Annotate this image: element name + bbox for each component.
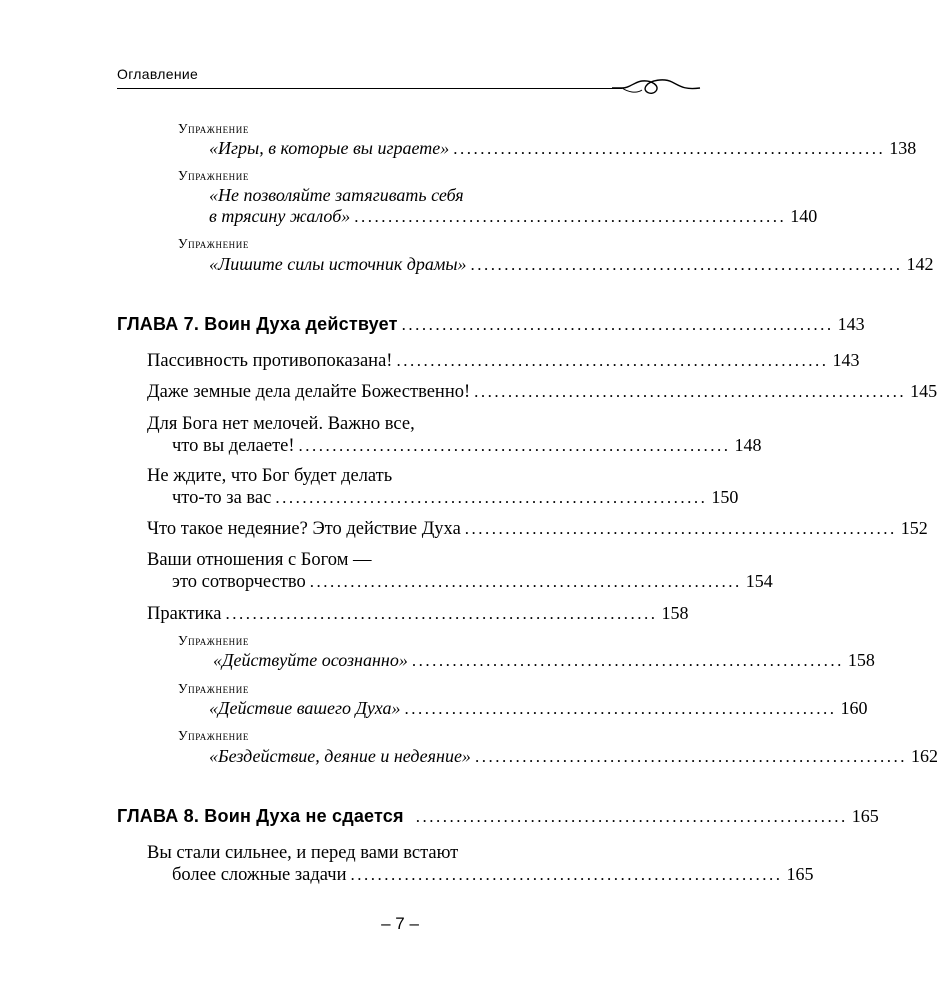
entry-title-line: «Не позволяйте затягивать себя xyxy=(209,185,464,205)
flourish-ornament-icon xyxy=(612,72,702,98)
dot-leader: ................................................................ xyxy=(464,519,897,538)
exercise-label: Упражнение xyxy=(178,121,249,136)
toc-entry-section[interactable] xyxy=(0,381,938,403)
toc-entry-exercise[interactable] xyxy=(0,206,818,227)
toc-entry-exercise[interactable] xyxy=(0,138,917,159)
entry-title: «Игры, в которые вы играете» xyxy=(209,138,450,158)
page-number: 154 xyxy=(745,571,773,591)
dot-leader: ................................................................ xyxy=(401,315,834,334)
dot-leader: ................................................................ xyxy=(275,488,708,507)
entry-title: Даже земные дела делайте Божественно! xyxy=(147,382,471,402)
toc-entry-section[interactable] xyxy=(0,350,860,372)
toc-entry-chapter[interactable] xyxy=(0,314,865,335)
page-number: 152 xyxy=(900,518,928,538)
page-number: 148 xyxy=(734,435,762,455)
toc-entry-section[interactable] xyxy=(0,603,689,625)
entry-title: «Лишите силы источник драмы» xyxy=(209,254,467,274)
page-number: 165 xyxy=(851,806,879,826)
toc-entry-section[interactable] xyxy=(0,571,773,593)
entry-title: «Действие вашего Духа» xyxy=(209,698,401,718)
dot-leader: ................................................................ xyxy=(309,572,742,591)
dot-leader: ................................................................ xyxy=(354,207,787,226)
toc-entry-exercise[interactable] xyxy=(0,650,875,671)
dot-leader: ................................................................ xyxy=(225,604,658,623)
toc-entry-section[interactable] xyxy=(0,435,762,457)
chapter-title: ГЛАВА 8. Воин Духа не сдается xyxy=(117,806,404,826)
entry-title-line: Для Бога нет мелочей. Важно все, xyxy=(147,414,415,434)
toc-entry-section[interactable] xyxy=(0,487,739,509)
dot-leader: ................................................................ xyxy=(415,807,848,826)
exercise-label: Упражнение xyxy=(178,633,249,648)
toc-entry-section[interactable] xyxy=(0,518,928,540)
toc-entry-exercise[interactable] xyxy=(0,698,868,719)
entry-title: что вы делаете! xyxy=(172,436,295,456)
entry-title: «Действуйте осознанно» xyxy=(213,650,408,670)
entry-title: более сложные задачи xyxy=(172,865,347,885)
entry-title: Практика xyxy=(147,604,222,624)
dot-leader: ................................................................ xyxy=(396,351,829,370)
dot-leader: ................................................................ xyxy=(350,865,783,884)
toc-entry-section[interactable] xyxy=(0,864,814,886)
dot-leader: ................................................................ xyxy=(404,699,837,718)
dot-leader: ................................................................ xyxy=(470,255,903,274)
exercise-label: Упражнение xyxy=(178,236,249,251)
page-number: 165 xyxy=(786,864,814,884)
toc-entry-chapter[interactable] xyxy=(0,806,879,827)
page-number: 162 xyxy=(910,746,938,766)
page-number-footer: – 7 – xyxy=(381,914,419,933)
entry-title-line: Вы стали сильнее, и перед вами встают xyxy=(147,843,459,863)
page-number: 158 xyxy=(847,650,875,670)
entry-title: это сотворчество xyxy=(172,572,306,592)
header-rule xyxy=(117,88,622,89)
dot-leader: ................................................................ xyxy=(453,139,886,158)
page-number: 150 xyxy=(711,487,739,507)
page-number: 145 xyxy=(910,381,938,401)
chapter-title: ГЛАВА 7. Воин Духа действует xyxy=(117,314,398,334)
toc-entry-exercise[interactable] xyxy=(0,254,934,275)
toc-entry-exercise[interactable] xyxy=(0,746,938,767)
page-number: 143 xyxy=(832,350,860,370)
exercise-label: Упражнение xyxy=(178,168,249,183)
page-number: 140 xyxy=(790,206,818,226)
page-number: 142 xyxy=(906,254,934,274)
entry-title-line: Ваши отношения с Богом — xyxy=(147,550,372,570)
entry-title: в трясину жалоб» xyxy=(209,206,351,226)
page-number: 160 xyxy=(840,698,868,718)
running-header: Оглавление xyxy=(117,66,199,82)
page-number: 143 xyxy=(837,314,865,334)
entry-title-line: Не ждите, что Бог будет делать xyxy=(147,466,393,486)
dot-leader: ................................................................ xyxy=(298,436,731,455)
entry-title: что-то за вас xyxy=(172,488,272,508)
entry-title: Что такое недеяние? Это действие Духа xyxy=(147,519,461,539)
dot-leader: ................................................................ xyxy=(474,382,907,401)
entry-title: «Бездействие, деяние и недеяние» xyxy=(209,746,471,766)
page-number: 158 xyxy=(661,603,689,623)
dot-leader: ................................................................ xyxy=(411,651,844,670)
page-number: 138 xyxy=(889,138,917,158)
dot-leader: ................................................................ xyxy=(474,747,907,766)
exercise-label: Упражнение xyxy=(178,681,249,696)
entry-title: Пассивность противопоказана! xyxy=(147,351,393,371)
exercise-label: Упражнение xyxy=(178,728,249,743)
